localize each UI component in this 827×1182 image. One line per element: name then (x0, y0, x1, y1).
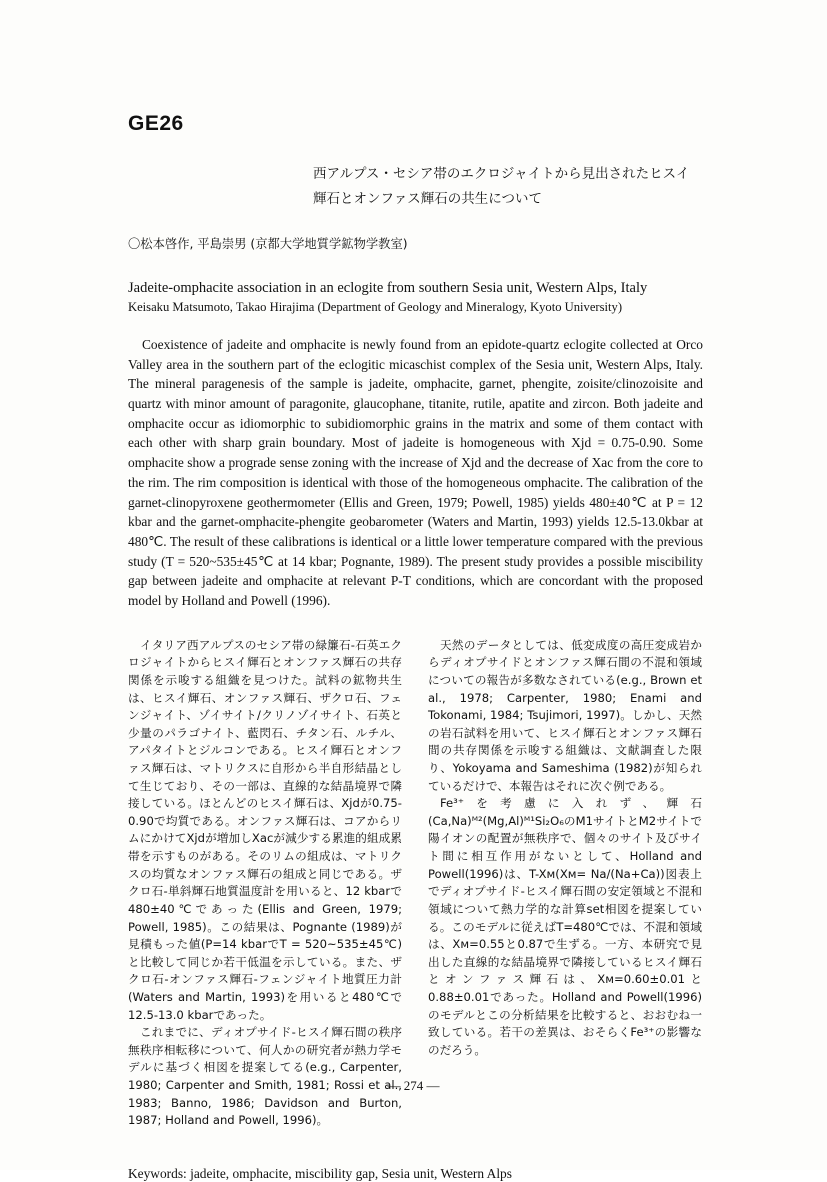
english-authors: Keisaku Matsumoto, Takao Hirajima (Department of Geology and Mineralogy, Kyoto University) (128, 299, 623, 314)
paper-id: GE26 (128, 112, 184, 135)
body-columns (128, 637, 703, 1130)
paragraph: Fe³⁺を考慮に入れず、輝石(Ca,Na)ᴹ²(Mg,Al)ᴹ¹Si₂O₆のM1サイトとM2サイトで陽イオンの配置が無秩序で、個々のサイト及びサイト間に相互作用がないとして、Holland and Powell(1996)は、T-Xм(Xм= Na/(Na+Ca))図表上でディオプサイド-ヒスイ輝石間の安定領域と不混和領域について熱力学的な計算set相図を提案している。このモデルに従えばT=480℃では、不混和領域は、Xм=0.55と0.87で生ずる。一方、本研究で見出した直線的な結晶境界で隣接しているヒスイ輝石とオンファス輝石は、Xм=0.60±0.01と0.88±0.01であった。Holland and Powell(1996)のモデルとこの分析結果を比較すると、おおむね一致している。若干の差異は、おそらくFe³⁺の影響なのだろう。 (428, 796, 702, 1057)
japanese-authors: 〇松本啓作, 平島崇男 (京都大学地質学鉱物学教室) (128, 236, 408, 251)
japanese-title-line-1: 西アルプス・セシア帯のエクロジャイトから見出されたヒスイ (313, 166, 690, 182)
japanese-title-line-2: 輝石とオンファス輝石の共生について (313, 190, 542, 207)
paragraph: これまでに、ディオプサイド-ヒスイ輝石間の秩序無秩序相転移について、何人かの研究者が熱力学モデルに基づく相図を提案してる(e.g., Carpenter, 1980; Carpenter and Smith, 1981; Rossi et al., 1983; Banno, 1986; Davidson and Burton, 1987; Holland and Powell, 1996)。 (128, 1025, 402, 1128)
keywords: Keywords: jadeite, omphacite, miscibility gap, Sesia unit, Western Alps (128, 1165, 512, 1181)
english-title: Jadeite-omphacite association in an eclogite from southern Sesia unit, Western Alps, Italy (128, 279, 648, 296)
page-number: — 274 — (387, 1078, 440, 1093)
article-content (128, 112, 703, 1182)
paragraph: 天然のデータとしては、低変成度の高圧変成岩からディオプサイドとオンファス輝石間の不混和領域についての報告が多数なされている(e.g., Brown et al., 1978; Carpenter, 1980; Enami and Tokonami, 1984; Tsujimori, 1997)。しかし、天然の岩石試料を用いて、ヒスイ輝石とオンファス輝石間の共存関係を示唆する組織は、文献調査した限り、Yokoyama and Sameshima (1982)が知られているだけで、本報告はそれに次ぐ例である。 (428, 637, 702, 793)
body-column-left (128, 637, 402, 1130)
abstract: Coexistence of jadeite and omphacite is newly found from an epidote-quartz eclogite collected at Orco Valley area in the southern part of the eclogitic micaschist complex of the Sesia unit, Western Alps, Italy. The mineral paragenesis of the sample is jadeite, omphacite, garnet, phengite, zoisite/clinozoisite and quartz with minor amount of paragonite, glaucophane, titanite, rutile, apatite and zircon. Both jadeite and omphacite occur as idiomorphic to subidiomorphic grains in the matrix and some of them contact with each other with sharp grain boundary. Most of jadeite is homogeneous with Xjd = 0.75-0.90. Some omphacite show a prograde sense zoning with the increase of Xjd and the decrease of Xac from the core to the rim. The rim composition is identical with those of the homogeneous omphacite. The calibration of the garnet-clinopyroxene geothermometer (Ellis and Green, 1979; Powell, 1985) yields 480±40℃ at P = 12 kbar and the garnet-omphacite-phengite geobarometer (Waters and Martin, 1993) yields 12.5-13.0kbar at 480℃. The result of these calibrations is identical or a little lower temperature compared with the previous study (T = 520~535±45℃ at 14 kbar; Pognante, 1989). The present study provides a possible miscibility gap between jadeite and omphacite at relevant P-T conditions, which are concordant with the proposed model by Holland and Powell (1996). (128, 336, 703, 609)
body-column-right (428, 637, 702, 1130)
paragraph: イタリア西アルプスのセシア帯の緑簾石-石英エクロジャイトからヒスイ輝石とオンファス輝石の共存関係を示唆する組織を見つけた。試料の鉱物共生は、ヒスイ輝石、オンファス輝石、ザクロ石、フェンジャイト、ゾイサイト/クリノゾイサイト、石英と少量のパラゴナイト、藍閃石、チタン石、ルチル、アパタイトとジルコンである。ヒスイ輝石とオンファス輝石は、マトリクスに自形から半自形結晶として生じており、その一部は、直線的な結晶境界で隣接している。ほとんどのヒスイ輝石は、Xjdが0.75-0.90で均質である。オンファス輝石は、コアからリムにかけてXjdが増加しXacが減少する累進的組成累帯を示すものがある。そのリムの組成は、マトリクスの均質なオンファス輝石の組成と同じである。ザクロ石-単斜輝石地質温度計を用いると、12 kbarで480±40℃であった(Ellis and Green, 1979; Powell, 1985)。この結果は、Pognante (1989)が見積もった値(P=14 kbarでT = 520~535±45℃)と比較して同じか若干低温を示している。また、ザクロ石-オンファス輝石-フェンジャイト地質圧力計(Waters and Martin, 1993)を用いると480℃で12.5-13.0 kbarであった。 (128, 637, 402, 1022)
japanese-title (313, 162, 703, 212)
